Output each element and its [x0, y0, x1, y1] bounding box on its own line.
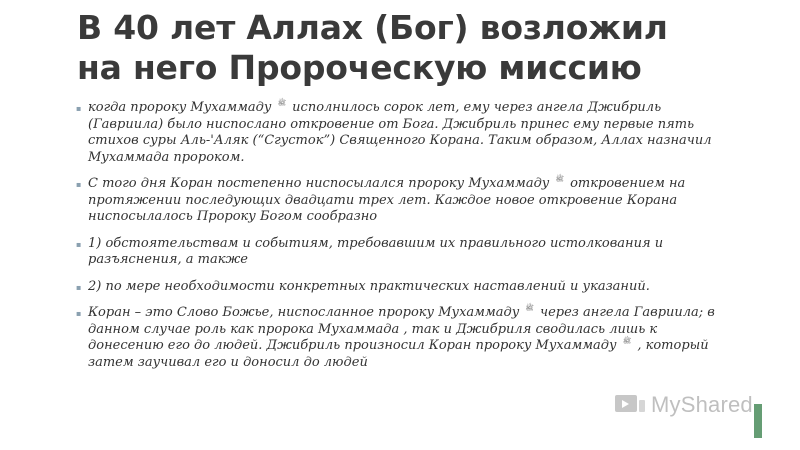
bullet-marker-icon: ▪ [76, 239, 82, 249]
myshared-watermark[interactable] [613, 392, 753, 418]
bullet-5-text-b: через ангела Гавриила; в данном случае роль как пророка Мухаммада , так и Джибриля сводилась лишь к донесению его до людей. Джибриль произносил Коран пророку Мухаммаду [88, 305, 715, 353]
bullet-3-text: 1) обстоятельствам и событиям, требовавшим их правильного истолкования и разъяснения, а также [88, 235, 664, 267]
myshared-logo-icon [613, 392, 647, 418]
slide-title [77, 8, 767, 88]
bullet-5-text-a: Коран – это Слово Божье, ниспосланное пророку Мухаммаду [88, 305, 520, 320]
bullet-item-3 [76, 236, 716, 269]
bullet-2-text-a: С того дня Коран постепенно ниспосылался пророку Мухаммаду [88, 176, 550, 191]
bullet-1-text-b: исполнилось сорок лет, ему через ангела Джибриль (Гавриила) было ниспослано откровение от Бога. Джибриль принес ему первые пять стихов суры Аль-'Аляк (“Сгусток”) Священного Корана. Таким образом, Аллах назначил Мухаммада пророком. [88, 100, 712, 165]
bullet-item-4 [76, 279, 716, 296]
bullet-marker-icon: ▪ [76, 282, 82, 292]
bullet-item-5 [76, 305, 716, 371]
slide-title-line-1: В 40 лет Аллах (Бог) возложил [77, 8, 668, 47]
honorific-icon: ﷺ [277, 99, 287, 107]
bullet-1-text-a: когда пророку Мухаммаду [88, 100, 272, 115]
scroll-indicator[interactable] [754, 404, 762, 438]
honorific-icon: ﷺ [622, 337, 632, 345]
bullet-item-2 [76, 176, 716, 226]
honorific-icon: ﷺ [555, 175, 564, 183]
watermark-text: MyShared [651, 392, 753, 417]
honorific-icon: ﷺ [525, 304, 534, 312]
bullet-list [76, 100, 716, 381]
bullet-5-text-c: , который затем заучивал его и доносил до людей [88, 338, 709, 370]
slide-title-line-2: на него Пророческую миссию [77, 48, 642, 87]
bullet-marker-icon: ▪ [76, 104, 82, 113]
bullet-2-text-b: откровением на протяжении последующих двадцати трех лет. Каждое новое откровение Корана ниспосылалось Пророку Богом сообразно [88, 176, 686, 224]
bullet-item-1 [76, 100, 716, 166]
bullet-marker-icon: ▪ [76, 180, 82, 189]
bullet-marker-icon: ▪ [76, 309, 82, 318]
bullet-4-text: 2) по мере необходимости конкретных практических наставлений и указаний. [88, 278, 650, 294]
